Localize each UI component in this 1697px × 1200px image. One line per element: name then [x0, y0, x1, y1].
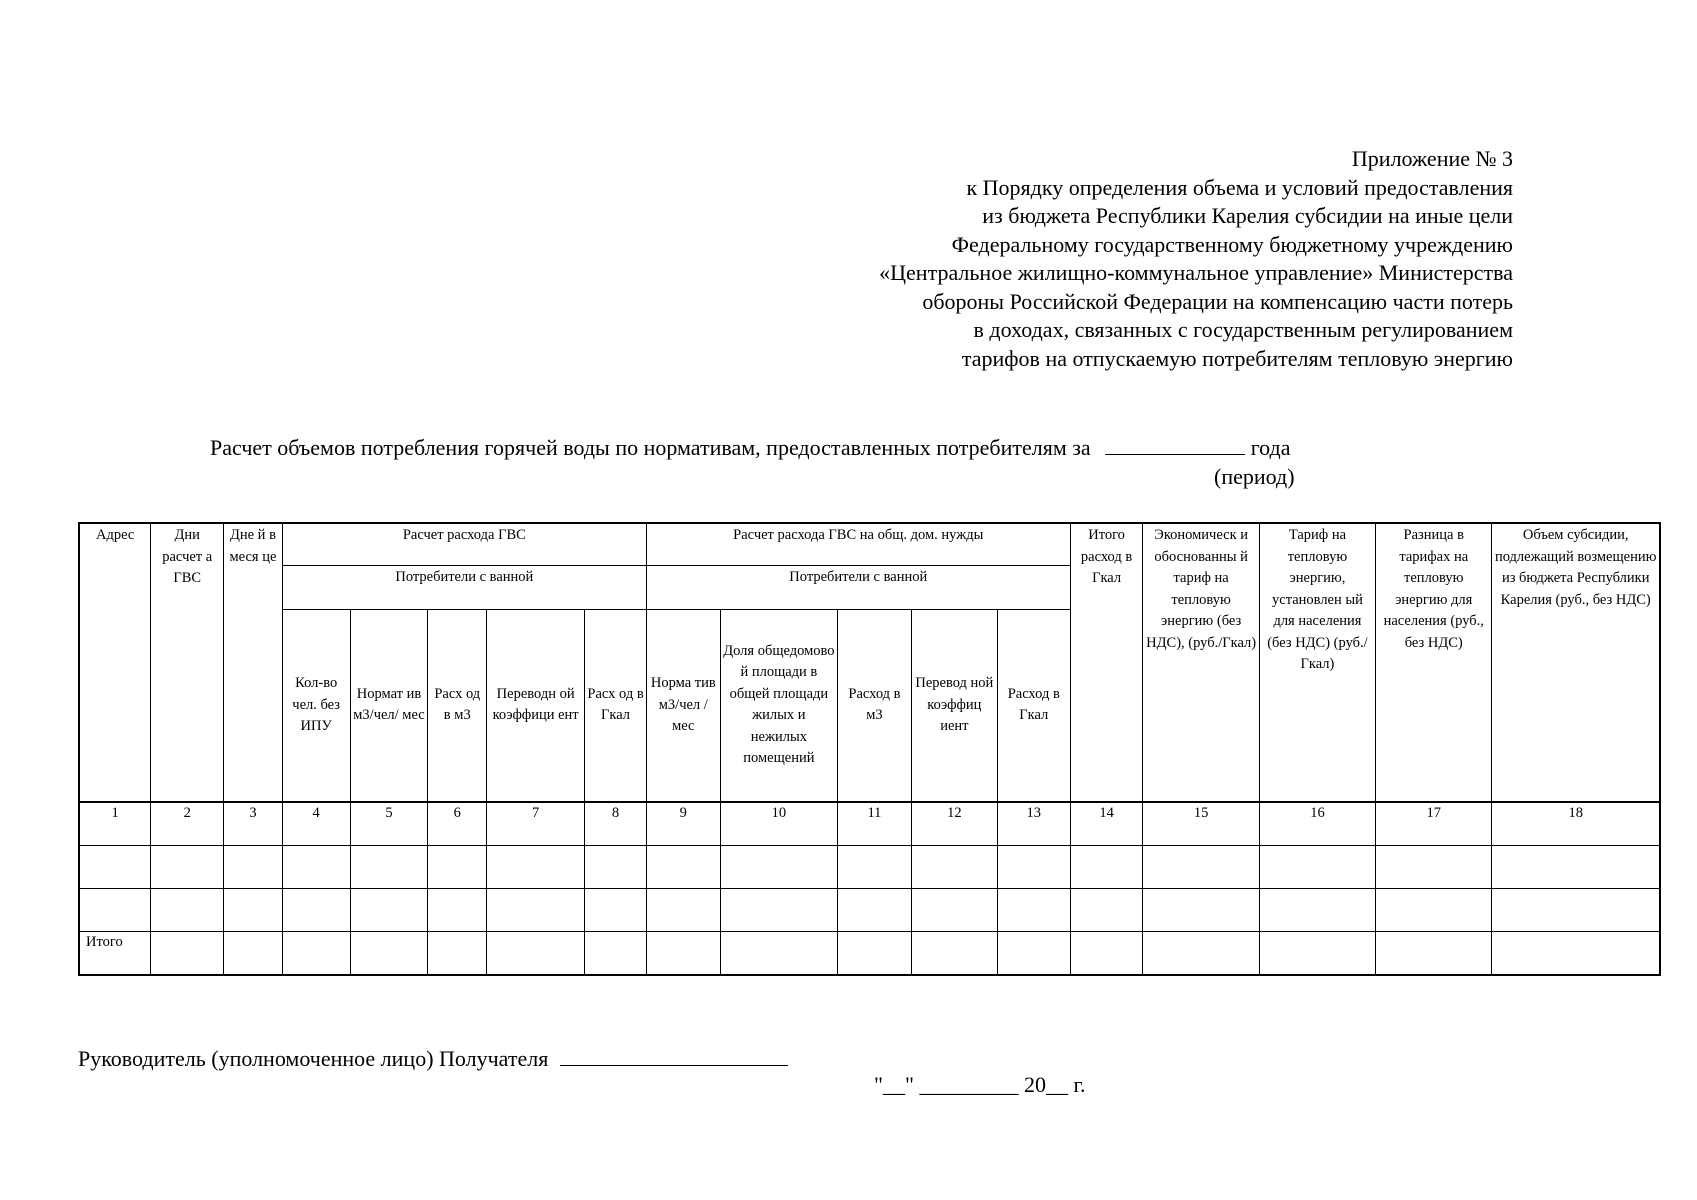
table-cell[interactable]: [224, 846, 283, 889]
column-header-norm: Нормат ив м3/чел/ мес: [350, 609, 428, 802]
appendix-line: Федеральному государственному бюджетному учреждению: [951, 231, 1513, 257]
table-cell[interactable]: [487, 932, 585, 976]
table-cell[interactable]: [151, 932, 224, 976]
column-number: 14: [1070, 802, 1143, 846]
table-cell[interactable]: [997, 889, 1070, 932]
column-number: 12: [911, 802, 997, 846]
table-cell[interactable]: [428, 889, 487, 932]
table-cell[interactable]: [646, 889, 720, 932]
table-cell[interactable]: [911, 846, 997, 889]
date-field[interactable]: "__" _________ 20__ г.: [874, 1072, 1086, 1097]
column-header-population-tariff: Тариф на тепловую энергию, установлен ый для населения (без НДС) (руб./Гкал): [1259, 523, 1375, 802]
column-header-tariff-difference: Разница в тарифах на тепловую энергию для населения (руб., без НДС): [1376, 523, 1492, 802]
column-header-consumption-gcal: Расх од в Гкал: [585, 609, 647, 802]
table-cell[interactable]: [646, 846, 720, 889]
table-cell[interactable]: [838, 846, 912, 889]
column-number: 4: [282, 802, 350, 846]
table-cell[interactable]: [1143, 889, 1259, 932]
table-cell[interactable]: [1259, 932, 1375, 976]
calculation-table: [78, 522, 1661, 976]
table-cell[interactable]: [428, 932, 487, 976]
table-cell[interactable]: [1376, 932, 1492, 976]
column-header-odn-consumption-m3: Расход в м3: [838, 609, 912, 802]
title-suffix: года: [1250, 435, 1291, 460]
table-cell[interactable]: [428, 846, 487, 889]
table-cell[interactable]: [1143, 846, 1259, 889]
table-cell[interactable]: [487, 846, 585, 889]
table-cell[interactable]: [224, 932, 283, 976]
table-cell[interactable]: [585, 846, 647, 889]
appendix-line: Приложение № 3: [1351, 146, 1513, 171]
table-cell[interactable]: [282, 889, 350, 932]
table-cell[interactable]: [1070, 932, 1143, 976]
column-number: 17: [1376, 802, 1492, 846]
table-cell[interactable]: [1070, 846, 1143, 889]
column-header-common-area-share: Доля общедомово й площади в общей площади жилых и нежилых помещений: [720, 609, 837, 802]
table-cell[interactable]: [79, 846, 151, 889]
group-header-odn: Расчет расхода ГВС на общ. дом. нужды: [646, 523, 1070, 565]
table-cell[interactable]: [79, 889, 151, 932]
table-cell[interactable]: [997, 932, 1070, 976]
column-number: 15: [1143, 802, 1259, 846]
table-cell[interactable]: [1376, 846, 1492, 889]
group-header-gvs: Расчет расхода ГВС: [282, 523, 646, 565]
column-header-total-gcal: Итого расход в Гкал: [1070, 523, 1143, 802]
column-number: 10: [720, 802, 837, 846]
table-row: [79, 846, 1660, 889]
table-cell[interactable]: [350, 846, 428, 889]
column-header-odn-norm: Норма тив м3/чел /мес: [646, 609, 720, 802]
column-header-persons: Кол-во чел. без ИПУ: [282, 609, 350, 802]
table-cell[interactable]: [838, 932, 912, 976]
appendix-line: обороны Российской Федерации на компенсацию части потерь: [922, 288, 1513, 314]
table-cell[interactable]: [720, 889, 837, 932]
column-header-odn-conversion: Перевод ной коэффиц иент: [911, 609, 997, 802]
signature-label: Руководитель (уполномоченное лицо) Получателя: [78, 1046, 549, 1071]
table-cell[interactable]: [1143, 932, 1259, 976]
table-cell[interactable]: [720, 932, 837, 976]
column-number: 3: [224, 802, 283, 846]
column-number: 1: [79, 802, 151, 846]
column-number: 6: [428, 802, 487, 846]
appendix-line: «Центральное жилищно-коммунальное управление» Министерства: [879, 260, 1513, 285]
table-cell[interactable]: [282, 932, 350, 976]
total-label: Итого: [79, 932, 151, 976]
table-cell[interactable]: [720, 846, 837, 889]
table-cell[interactable]: [1492, 932, 1660, 976]
column-header-conversion: Переводн ой коэффици ент: [487, 609, 585, 802]
column-number: 11: [838, 802, 912, 846]
column-header-consumption-m3: Расх од в м3: [428, 609, 487, 802]
title-text: Расчет объемов потребления горячей воды по нормативам, предоставленных потребителям за: [210, 435, 1091, 460]
period-caption: (период): [1214, 464, 1295, 489]
column-header-days-calc: Дни расчет а ГВС: [151, 523, 224, 802]
period-blank-field[interactable]: [1105, 434, 1245, 455]
appendix-line: к Порядку определения объема и условий предоставления: [966, 174, 1513, 200]
column-number: 16: [1259, 802, 1375, 846]
table-cell[interactable]: [838, 889, 912, 932]
column-number-row: [79, 802, 1660, 846]
column-number: 18: [1492, 802, 1660, 846]
table-cell[interactable]: [151, 846, 224, 889]
total-row: [79, 932, 1660, 976]
column-header-odn-consumption-gcal: Расход в Гкал: [997, 609, 1070, 802]
table-cell[interactable]: [1259, 846, 1375, 889]
signature-block: [78, 1045, 788, 1072]
column-number: 13: [997, 802, 1070, 846]
table-cell[interactable]: [224, 889, 283, 932]
subgroup-header-odn: Потребители с ванной: [646, 565, 1070, 609]
table-cell[interactable]: [646, 932, 720, 976]
column-number: 2: [151, 802, 224, 846]
table-cell[interactable]: [151, 889, 224, 932]
table-row: [79, 889, 1660, 932]
column-header-subsidy-volume: Объем субсидии, подлежащий возмещению из бюджета Республики Карелия (руб., без НДС): [1492, 523, 1660, 802]
appendix-line: из бюджета Республики Карелия субсидии на иные цели: [982, 203, 1513, 228]
appendix-header: [879, 145, 1513, 373]
column-number: 9: [646, 802, 720, 846]
column-number: 8: [585, 802, 647, 846]
subgroup-header-gvs: Потребители с ванной: [282, 565, 646, 609]
table-cell[interactable]: [350, 932, 428, 976]
column-number: 5: [350, 802, 428, 846]
table-cell[interactable]: [585, 932, 647, 976]
column-header-economic-tariff: Экономическ и обоснованны й тариф на тепловую энергию (без НДС), (руб./Гкал): [1143, 523, 1259, 802]
appendix-line: тарифов на отпускаемую потребителям тепловую энергию: [961, 345, 1513, 371]
appendix-line: в доходах, связанных с государственным регулированием: [973, 317, 1513, 342]
column-number: 7: [487, 802, 585, 846]
signature-field[interactable]: [560, 1045, 788, 1066]
document-title: [210, 434, 1291, 461]
column-header-days-month: Дне й в меся це: [224, 523, 283, 802]
table-cell[interactable]: [1492, 846, 1660, 889]
table-cell[interactable]: [997, 846, 1070, 889]
table-cell[interactable]: [911, 932, 997, 976]
table-cell[interactable]: [487, 889, 585, 932]
table-cell[interactable]: [1376, 889, 1492, 932]
table-cell[interactable]: [911, 889, 997, 932]
table-cell[interactable]: [1070, 889, 1143, 932]
column-header-address: Адрес: [79, 523, 151, 802]
table-cell[interactable]: [1492, 889, 1660, 932]
table-cell[interactable]: [350, 889, 428, 932]
table-cell[interactable]: [1259, 889, 1375, 932]
table-cell[interactable]: [585, 889, 647, 932]
table-cell[interactable]: [282, 846, 350, 889]
